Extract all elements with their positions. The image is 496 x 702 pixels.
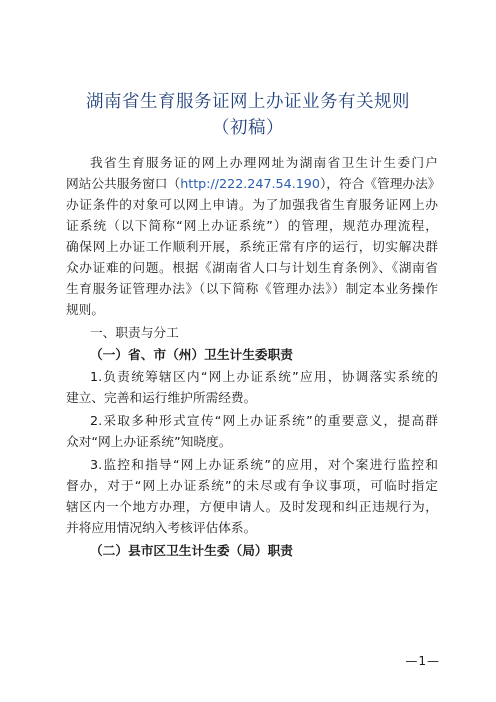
intro-line: 众办证难的问题。根据《湖南省人口与计划生育条例》、《湖南省 xyxy=(66,260,438,275)
item-line: 2.采取多种形式宣传“网上办证系统”的重要意义，提高群 xyxy=(90,413,438,428)
intro-line: 规则。 xyxy=(66,302,105,317)
item-line: 建立、完善和运行维护所需经费。 xyxy=(66,390,257,405)
intro-line xyxy=(66,173,441,194)
intro-text: ），符合《管理办法》 xyxy=(319,176,441,191)
subsection-heading: （一）省、市（州）卫生计生委职责 xyxy=(90,347,293,362)
intro-line: 我省生育服务证的网上办理网址为湖南省卫生计生委门户 xyxy=(90,155,438,170)
intro-line: 办证条件的对象可以网上申请。为了加强我省生育服务证网上办 xyxy=(66,197,438,212)
item-line: 并将应用情况纳入考核评估体系。 xyxy=(66,520,257,535)
page-number: —1— xyxy=(405,654,440,668)
page-title-line-2: （初稿） xyxy=(212,118,284,138)
intro-line: 证系统（以下简称“网上办证系统”）的管理，规范办理流程， xyxy=(66,218,438,233)
page-title-line-1: 湖南省生育服务证网上办证业务有关规则 xyxy=(86,92,410,112)
item-line: 辖区内一个地方办理，方便申请人。及时发现和纠正违规行为， xyxy=(66,499,438,514)
item-line: 众对“网上办证系统”知晓度。 xyxy=(66,434,232,449)
subsection-heading: （二）县市区卫生计生委（局）职责 xyxy=(90,543,293,558)
intro-line: 生育服务证管理办法》（以下简称《管理办法》）制定本业务操作 xyxy=(66,281,438,296)
intro-line: 确保网上办证工作顺利开展，系统正常有序的运行，切实解决群 xyxy=(66,239,438,254)
website-link[interactable]: http://222.247.54.190 xyxy=(180,176,320,191)
section-heading: 一、职责与分工 xyxy=(90,325,179,340)
item-line: 1.负责统筹辖区内“网上办证系统”应用，协调落实系统的 xyxy=(90,369,438,384)
intro-text: 网站公共服务窗口（ xyxy=(66,176,181,191)
item-line: 督办，对于“网上办证系统”的未尽或有争议事项，可临时指定 xyxy=(66,478,438,493)
item-line: 3.监控和指导“网上办证系统”的应用，对个案进行监控和 xyxy=(90,457,438,472)
